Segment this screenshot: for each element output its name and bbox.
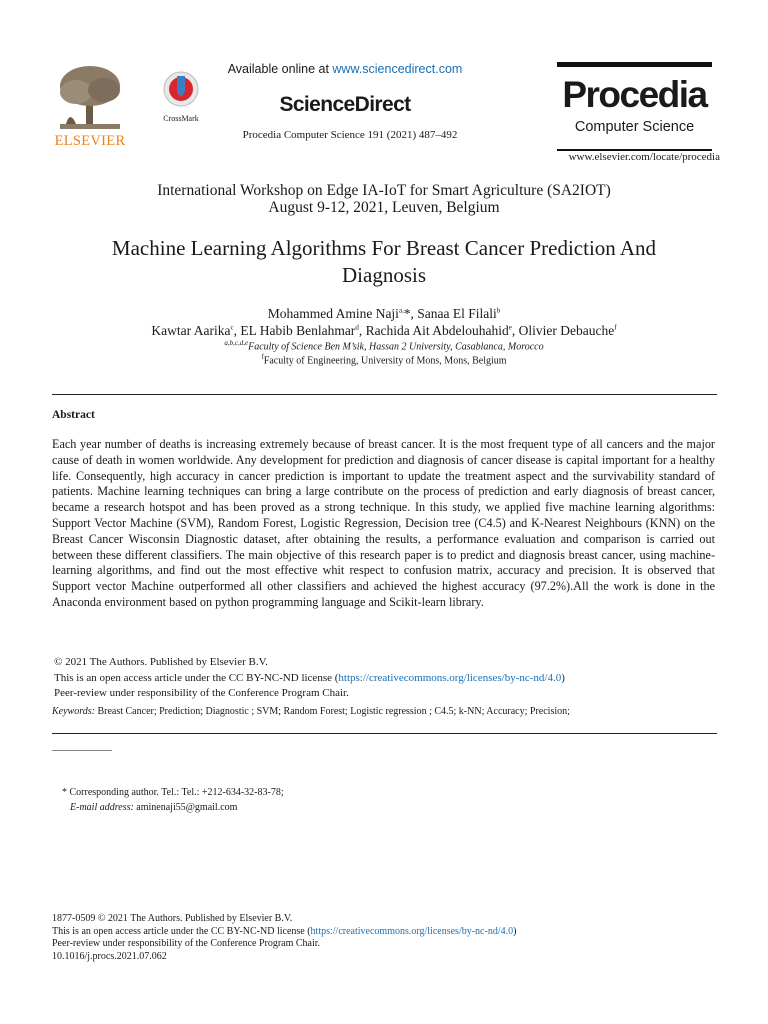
abstract-body: Each year number of deaths is increasing extremely because of breast cancer. It is the most frequent type of all cancers and the major cause of death in women worldwide. Any development for prediction and diagnosis of cancer disease is capital important for a healthy life. Consequently, high accuracy in cancer prediction is important to update the treatment aspect and the survivability standard of patients. Machine learning techniques can bring a large contribute on the process of prediction and early diagnosis of breast cancer, became a research hotspot and has been proved as a strong technique. In this study, we applied five machine learning algorithms: Support Vector Machine (SVM), Random Forest, Logistic Regression, Decision tree (C4.5) and K-Nearest Neighbours (KNN) on the Breast Cancer Wisconsin Diagnostic dataset, after obtaining the results, a performance evaluation and comparison is carried out between these different classifiers. The main objective of this research paper is to predict and diagnosis breast cancer, using machine-learning algorithms, and find out the most effective whit respect to confusion matrix, accuracy and precision. It is observed that Support vector Machine outperformed all other classifiers and achieved the highest accuracy (97.2%).All the work is done in the Anaconda environment based on python programming language and Scikit-learn library. — [52, 437, 715, 609]
author-star: * — [403, 306, 411, 321]
divider — [52, 733, 717, 734]
copyright-line: © 2021 The Authors. Published by Elsevier B.V. — [54, 656, 268, 668]
author-affil-sup: b — [496, 306, 501, 315]
workshop-date: August 9-12, 2021, Leuven, Belgium — [268, 199, 500, 216]
available-online-text: Available online at — [227, 62, 333, 76]
copyright-block — [54, 655, 714, 702]
affiliation-sup: a,b,c,d,e — [224, 339, 249, 347]
footer-license-link[interactable]: https://creativecommons.org/licenses/by-nc-nd/4.0 — [310, 925, 514, 937]
affiliation-text: Faculty of Engineering, University of Mons, Mons, Belgium — [263, 355, 507, 367]
author-name: Kawtar Aarika — [151, 323, 231, 338]
paper-title-line1: Machine Learning Algorithms For Breast Cancer Prediction And — [111, 236, 657, 260]
page-footer — [52, 913, 716, 963]
divider — [52, 394, 717, 395]
abstract-heading: Abstract — [52, 409, 95, 421]
affiliation-1 — [40, 339, 728, 352]
author-affil-sup: f — [614, 323, 617, 332]
email-label: E-mail address: — [70, 802, 134, 813]
footer-license-text-end: ) — [513, 925, 517, 937]
footer-license-text: This is an open access article under the CC BY-NC-ND license ( — [52, 925, 311, 937]
email-address[interactable]: aminenaji55@gmail.com — [133, 802, 238, 813]
license-text-end: ) — [561, 671, 565, 684]
author-affil-sup: c — [230, 323, 234, 332]
author-name: , Rachida Ait Abdelouhahid — [358, 323, 509, 338]
procedia-subtitle: Computer Science — [574, 119, 695, 135]
corresponding-tel: * Corresponding author. Tel.: Tel.: +212-634-32-83-78; — [62, 787, 284, 798]
crossmark-label: CrossMark — [163, 114, 199, 123]
license-text: This is an open access article under the CC BY-NC-ND license ( — [54, 671, 339, 684]
license-line — [54, 671, 714, 687]
journal-reference: Procedia Computer Science 191 (2021) 487–492 — [242, 129, 458, 141]
keywords-label: Keywords: — [52, 706, 95, 717]
paper-title-line2: Diagnosis — [342, 263, 426, 287]
author-name: , EL Habib Benlahmar — [233, 323, 356, 338]
footer-peer-review: Peer-review under responsibility of the Conference Program Chair. — [52, 938, 321, 949]
keywords — [52, 706, 716, 717]
sciencedirect-logo: ScienceDirect — [279, 93, 411, 116]
workshop-name: International Workshop on Edge IA-IoT for Smart Agriculture (SA2IOT) — [157, 182, 611, 199]
author-name: Mohammed Amine Naji — [267, 306, 399, 321]
elsevier-tree-logo — [52, 62, 128, 132]
license-link[interactable]: https://creativecommons.org/licenses/by-nc-nd/4.0 — [338, 671, 562, 684]
affiliation-sup: f — [261, 353, 264, 361]
affiliation-2 — [40, 353, 728, 366]
elsevier-wordmark: ELSEVIER — [54, 133, 126, 149]
corresponding-email-line — [62, 800, 284, 815]
paper-title — [40, 235, 728, 289]
author-name: , Olivier Debauche — [511, 323, 615, 338]
procedia-wordmark: Procedia — [562, 74, 707, 115]
crossmark-icon — [162, 70, 200, 108]
authors-line1 — [40, 306, 728, 322]
authors-line2 — [40, 323, 728, 339]
footnote-divider — [52, 750, 112, 751]
elsevier-url[interactable]: www.elsevier.com/locate/procedia — [568, 151, 720, 163]
footer-issn: 1877-0509 © 2021 The Authors. Published by Elsevier B.V. — [52, 913, 293, 924]
footer-doi[interactable]: 10.1016/j.procs.2021.07.062 — [52, 950, 167, 962]
peer-review-line: Peer-review under responsibility of the Conference Program Chair. — [54, 687, 349, 699]
author-affil-sup: a, — [398, 306, 404, 315]
workshop-info — [40, 182, 728, 216]
available-online-line — [205, 62, 485, 76]
corresponding-author — [62, 785, 284, 815]
affiliation-text: Faculty of Science Ben M’sik, Hassan 2 University, Casablanca, Morocco — [248, 341, 544, 353]
procedia-logo — [557, 62, 712, 151]
footer-license-line — [52, 926, 716, 939]
author-name: , Sanaa El Filali — [410, 306, 497, 321]
crossmark-badge[interactable] — [160, 70, 202, 123]
author-affil-sup: e — [508, 323, 512, 332]
author-affil-sup: d — [355, 323, 359, 332]
sciencedirect-link[interactable]: www.sciencedirect.com — [332, 62, 463, 76]
keywords-text: Breast Cancer; Prediction; Diagnostic ; SVM; Random Forest; Logistic regression ; C4.5; k-NN; Accuracy; Precision; — [94, 706, 570, 717]
